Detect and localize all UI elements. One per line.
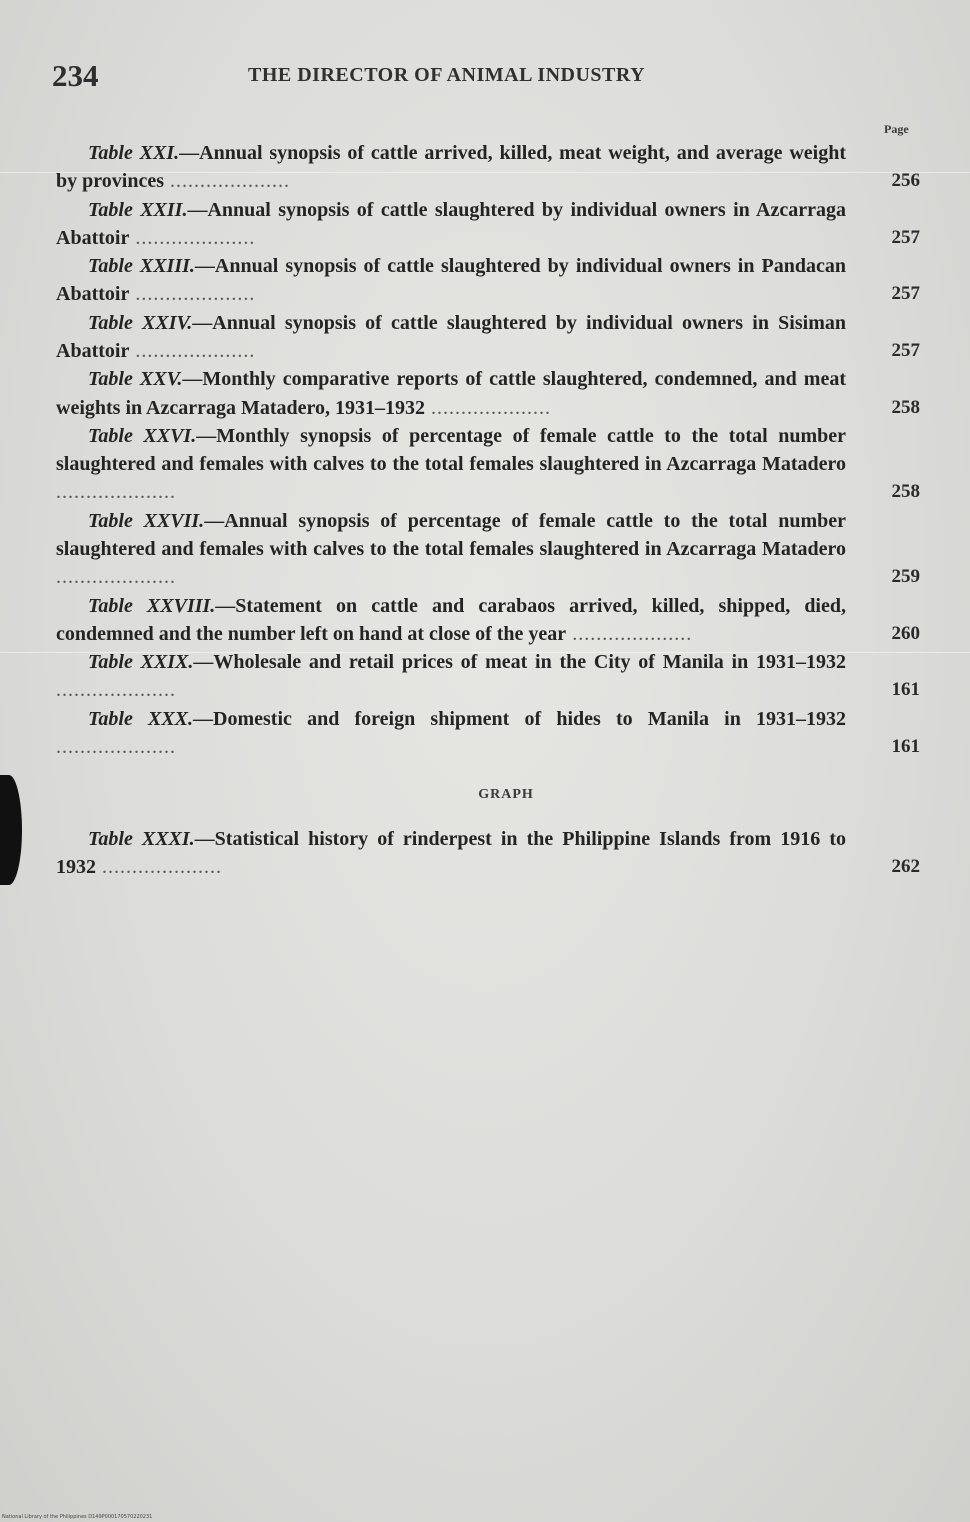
dot-leader: ....................: [96, 856, 222, 879]
table-title: Table XXXI.: [88, 828, 195, 851]
table-title: Table XXVII.: [88, 509, 205, 532]
toc-entry: [56, 422, 920, 507]
toc-entry: [56, 825, 920, 881]
dot-leader: ....................: [566, 622, 693, 645]
table-description: —Monthly comparative reports of cattle slaughtered, condemned, and meat weights in Azcarraga Matadero, 1931–1932: [56, 368, 846, 419]
dot-leader: ....................: [129, 283, 256, 306]
page-reference: 257: [891, 339, 920, 361]
page-reference: 259: [891, 566, 920, 588]
page-reference: 161: [891, 679, 920, 701]
table-title: Table XXVIII.: [88, 594, 216, 617]
table-description: —Annual synopsis of percentage of female cattle to the total number slaughtered and females with calves to the total females slaughtered in Azcarraga Matadero: [56, 509, 846, 560]
graph-toc-entries: [56, 825, 920, 881]
dot-leader: ....................: [56, 679, 176, 702]
toc-entry: [56, 309, 920, 365]
toc-entry-text: [56, 825, 846, 881]
table-description: —Statistical history of rinderpest in the Philippine Islands from 1916 to 1932: [56, 828, 846, 879]
dot-leader: ....................: [56, 735, 176, 758]
table-title: Table XXV.: [88, 368, 183, 391]
table-title: Table XXIII.: [88, 255, 195, 278]
table-description: —Annual synopsis of cattle slaughtered by individual owners in Azcarraga Abattoir: [56, 198, 846, 249]
dot-leader: ....................: [56, 481, 176, 504]
table-title: Table XXVI.: [88, 424, 197, 447]
page-reference: 260: [891, 622, 920, 644]
table-description: —Wholesale and retail prices of meat in the City of Manila in 1931–1932: [193, 651, 846, 674]
table-of-contents: [56, 139, 920, 882]
toc-entry-text: [56, 507, 846, 592]
dot-leader: ....................: [425, 396, 552, 419]
toc-entry-text: [56, 139, 846, 195]
graph-section-heading: GRAPH: [478, 787, 534, 803]
table-title: Table XXII.: [88, 198, 188, 221]
toc-entry-text: [56, 365, 846, 421]
dot-leader: ....................: [129, 226, 256, 249]
toc-entry: [56, 365, 920, 421]
page-header: [52, 58, 922, 94]
table-description: —Statement on cattle and carabaos arrived, killed, shipped, died, condemned and the number left on hand at close of the year: [56, 594, 846, 645]
page-reference: 257: [891, 226, 920, 248]
toc-entry: [56, 648, 920, 704]
toc-entry: [56, 592, 920, 648]
dot-leader: ....................: [129, 339, 256, 362]
table-description: —Monthly synopsis of percentage of female cattle to the total number slaughtered and females with calves to the total females slaughtered in Azcarraga Matadero: [56, 424, 846, 476]
toc-entry: [56, 139, 920, 195]
table-title: Table XXX.: [88, 707, 194, 730]
table-description: —Annual synopsis of cattle slaughtered by individual owners in Sisiman Abattoir: [56, 311, 846, 362]
page-column-label: Page: [884, 122, 909, 136]
table-description: —Annual synopsis of cattle arrived, killed, meat weight, and average weight by provinces: [56, 142, 847, 193]
toc-entry-text: [56, 422, 846, 507]
table-description: —Annual synopsis of cattle slaughtered by individual owners in Pandacan Abattoir: [56, 255, 846, 306]
toc-entry: [56, 705, 920, 761]
page-reference: 258: [891, 481, 920, 503]
table-title: Table XXI.: [88, 142, 180, 164]
dot-leader: ....................: [163, 170, 290, 193]
toc-entry: [56, 507, 920, 592]
page-reference: 258: [891, 396, 920, 418]
table-title: Table XXIV.: [88, 311, 193, 334]
toc-entry-text: [56, 252, 846, 308]
page-reference: 256: [891, 170, 920, 192]
dot-leader: ....................: [56, 566, 176, 589]
toc-entry-text: [56, 309, 846, 365]
toc-entry-text: [56, 592, 846, 648]
page-number: 234: [52, 58, 99, 93]
table-description: —Domestic and foreign shipment of hides to Manila in 1931–1932: [193, 707, 846, 730]
toc-entries: [56, 139, 920, 761]
page-reference: 161: [891, 735, 920, 757]
toc-entry: [56, 196, 920, 252]
page-reference: 262: [891, 856, 920, 878]
toc-entry: [56, 252, 920, 308]
table-title: Table XXIX.: [88, 651, 194, 674]
toc-entry-text: [56, 705, 846, 761]
library-credit: National Library of the Philippines D149P000170570220231: [2, 1514, 153, 1520]
page-reference: 257: [891, 283, 920, 305]
toc-entry-text: [56, 648, 846, 704]
running-head: THE DIRECTOR OF ANIMAL INDUSTRY: [248, 64, 646, 86]
toc-entry-text: [56, 196, 846, 252]
